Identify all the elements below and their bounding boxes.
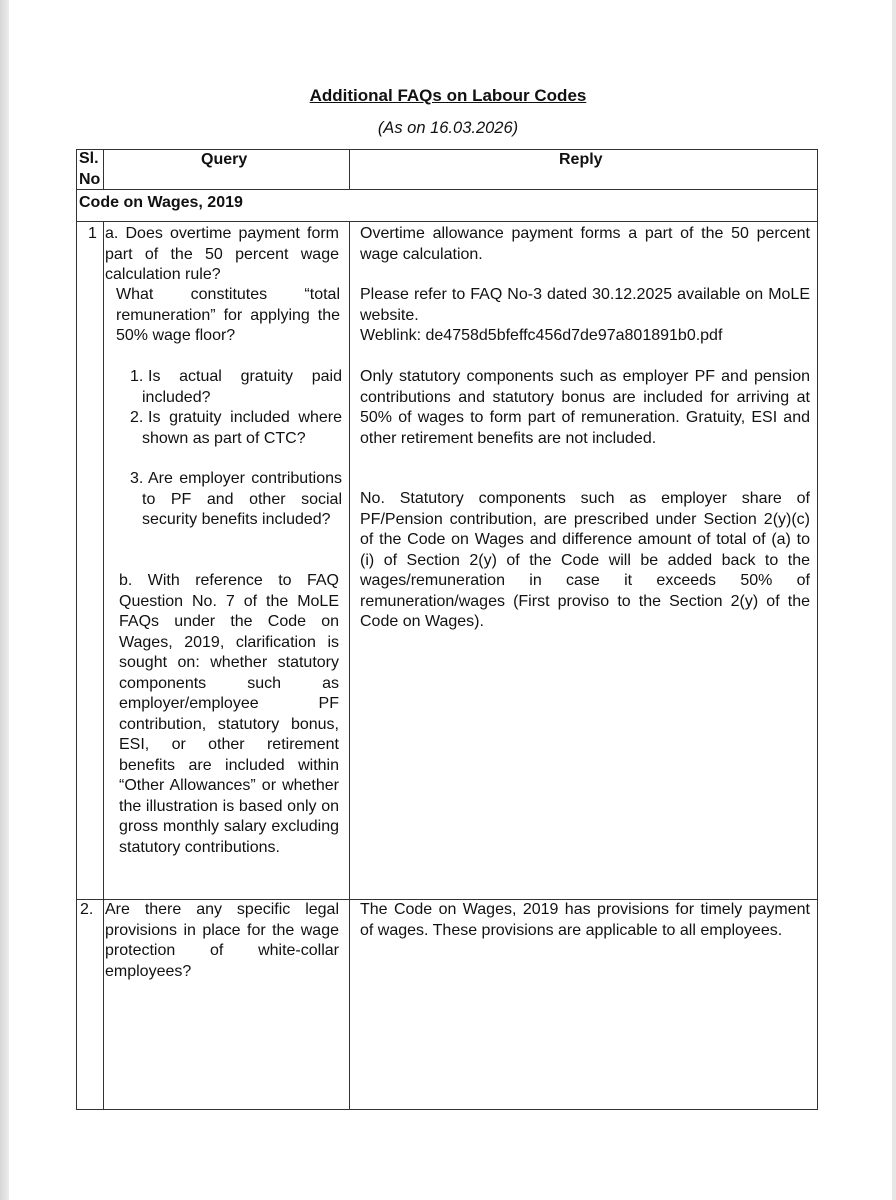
row1-query-item-3: 3. Are employer contributions to PF and other social security benefits included?	[130, 470, 342, 528]
col-divider-sl	[103, 221, 104, 1110]
row1-query-item-1: 1. Is actual gratuity paid included?	[130, 368, 342, 406]
col-divider-sl-header	[103, 149, 104, 190]
row1-reply-overtime: Overtime allowance payment forms a part of the 50 percent wage calculation.	[360, 225, 810, 263]
faq-table	[76, 149, 818, 1110]
header-reply: Reply	[559, 151, 603, 168]
row1-query-a: a. Does overtime payment form part of the 50 percent wage calculation rule?	[105, 225, 339, 283]
row1-query-b: b. With reference to FAQ Question No. 7 of the MoLE FAQs under the Code on Wages, 2019, clarification is sought on: whether statutory components such as employer/employee PF contribution, statutory bonus, ESI, or other retirement benefits are included within “Other Allowances” or whether the illustration is based only on gross monthly salary excluding statutory contributions.	[119, 572, 339, 856]
section-divider	[76, 221, 818, 222]
document-date: (As on 16.03.2026)	[377, 119, 519, 137]
table-border-right	[817, 149, 818, 1110]
row2-number: 2.	[80, 901, 94, 918]
row1-query-total-remuneration: What constitutes “total remuneration” for applying the 50% wage floor?	[116, 286, 340, 344]
header-sl-no: Sl. No	[79, 150, 101, 188]
page-edge	[0, 0, 9, 1200]
row1-query-item-2: 2. Is gratuity included where shown as part of CTC?	[130, 409, 342, 447]
header-divider	[76, 189, 818, 190]
row2-reply: The Code on Wages, 2019 has provisions for timely payment of wages. These provisions are applicable to all employees.	[360, 901, 810, 939]
table-border-top	[76, 149, 818, 150]
col-divider-reply	[349, 221, 350, 1110]
document-title: Additional FAQs on Labour Codes	[309, 86, 587, 105]
section-title: Code on Wages, 2019	[79, 194, 243, 211]
row1-number: 1	[88, 225, 97, 242]
row1-reply-refer: Please refer to FAQ No-3 dated 30.12.2025 available on MoLE website.	[360, 286, 810, 324]
row1-reply-no: No. Statutory components such as employer share of PF/Pension contribution, are prescribed under Section 2(y)(c) of the Code on Wages and difference amount of total of (a) to (i) of Section 2(y) of the Code will be added back to the wages/remuneration in case it exceeds 50% of remuneration/wages (First proviso to the Section 2(y) of the Code on Wages).	[360, 490, 810, 630]
col-divider-reply-header	[349, 149, 350, 190]
table-border-bottom	[76, 1109, 818, 1110]
table-border-left	[76, 149, 77, 1110]
header-query: Query	[201, 151, 248, 168]
page-edge-right	[892, 0, 896, 1200]
row1-reply-weblink: Weblink: de4758d5bfeffc456d7de97a801891b0.pdf	[360, 327, 723, 344]
row2-query: Are there any specific legal provisions in place for the wage protection of white-collar employees?	[105, 901, 339, 980]
row1-reply-statutory: Only statutory components such as employer PF and pension contributions and statutory bonus are included for arriving at 50% of wages to form part of remuneration. Gratuity, ESI and other retirement benefits are not included.	[360, 368, 810, 447]
